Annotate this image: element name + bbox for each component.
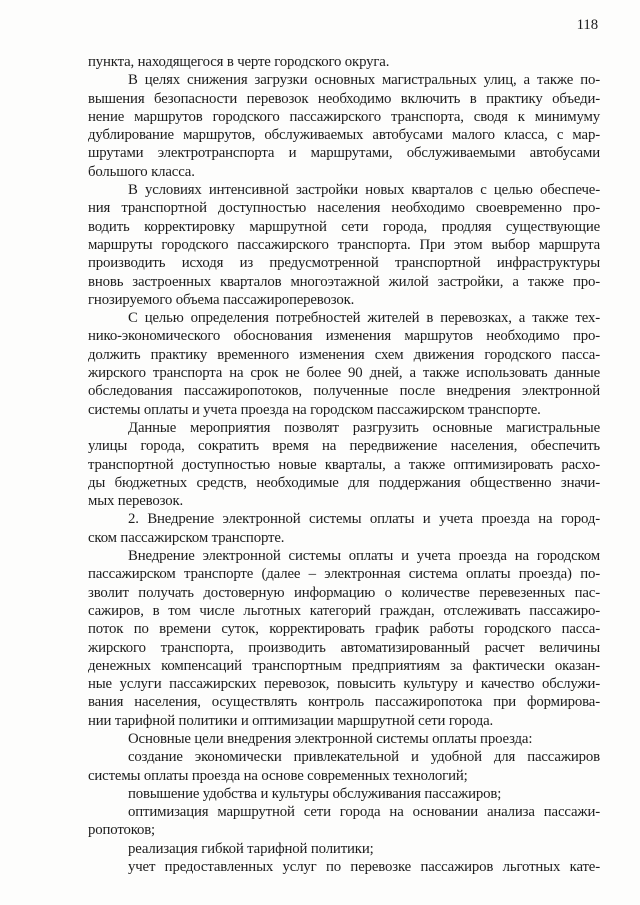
text-line: сажиров, в том числе льготных категорий граждан, отслеживать пассажиро- <box>88 602 600 619</box>
text-line: вания населения, осуществлять контроль пассажиропотока при формирова- <box>88 694 600 711</box>
text-line: пассажирском транспорте (далее – электронная система оплаты проезда) по- <box>88 566 600 583</box>
text-line: С целью определения потребностей жителей в перевозках, а также тех- <box>128 310 600 327</box>
text-line: маршруты городского пассажирского транспорта. При этом выбор маршрута <box>88 236 600 253</box>
text-line: ропотоков; <box>88 822 156 839</box>
text-line: должить практику временного изменения схем движения городского пасса- <box>88 346 600 363</box>
text-line: мых перевозок. <box>88 493 184 510</box>
text-line: обследования пассажиропотоков, полученные после внедрения электронной <box>88 383 600 400</box>
text-line: денежных компенсаций транспортным предприятиям за фактически оказан- <box>88 657 600 674</box>
text-line: производить исходя из предусмотренной транспортной инфраструктуры <box>88 255 600 272</box>
paragraph <box>88 181 600 309</box>
document-body <box>88 53 600 876</box>
text-line: шрутами электротранспорта и маршрутами, обслуживаемыми автобусами <box>88 145 600 162</box>
text-line: системы оплаты и учета проезда на городском пассажирском транспорте. <box>88 401 541 418</box>
text-line: ском пассажирском транспорте. <box>88 529 285 546</box>
list-item <box>88 748 600 785</box>
text-line: вышения безопасности перевозок необходимо включить в практику объеди- <box>88 90 600 107</box>
section-heading <box>88 510 600 547</box>
text-line: оптимизация маршрутной сети города на основании анализа пассажи- <box>128 804 600 821</box>
text-line: дублирование маршрутов, обслуживаемых автобусами малого класса, с мар- <box>88 127 600 144</box>
paragraph-continuation <box>88 53 600 71</box>
paragraph <box>88 71 600 181</box>
text-line: Основные цели внедрения электронной системы оплаты проезда: <box>128 730 533 747</box>
text-line: поток по времени суток, корректировать график работы городского пасса- <box>88 621 600 638</box>
text-line: жирского транспорта, производить автоматизированный расчет величины <box>88 639 600 656</box>
list-item <box>88 840 600 858</box>
text-line: жирского транспорта на срок не более 90 дней, а также использовать данные <box>88 365 600 382</box>
text-line: нение маршрутов городского пассажирского транспорта, сводя к минимуму <box>88 108 600 125</box>
page-number: 118 <box>576 17 598 33</box>
text-line: Данные мероприятия позволят разгрузить основные магистральные <box>128 419 600 436</box>
text-line: водить корректировку маршрутной сети города, продляя существующие <box>88 218 600 235</box>
text-line: учет предоставленных услуг по перевозке пассажиров льготных кате- <box>128 859 600 876</box>
text-line: пункта, находящегося в черте городского округа. <box>88 54 390 70</box>
text-line: нико-экономического обоснования изменения маршрутов необходимо про- <box>88 328 600 345</box>
text-line: нии тарифной политики и оптимизации маршрутной сети города. <box>88 712 494 729</box>
text-line: создание экономически привлекательной и удобной для пассажиров <box>128 749 600 766</box>
text-line: зволит получать достоверную информацию о количестве перевезенных пас- <box>88 584 600 601</box>
text-line: Внедрение электронной системы оплаты и учета проезда на городском <box>128 548 600 565</box>
text-line: улицы города, сократить время на передвижение населения, обеспечить <box>88 438 600 455</box>
text-line: вновь застроенных кварталов многоэтажной жилой застройки, а также про- <box>88 273 600 290</box>
text-line: реализация гибкой тарифной политики; <box>128 840 374 857</box>
text-line: 2. Внедрение электронной системы оплаты и учета проезда на город- <box>128 511 600 528</box>
text-line: В целях снижения загрузки основных магистральных улиц, а также по- <box>128 72 600 89</box>
text-line: ния транспортной доступностью населения необходимо своевременно про- <box>88 200 600 217</box>
list-item <box>88 785 600 803</box>
text-line: В условиях интенсивной застройки новых кварталов с целью обеспече- <box>128 182 600 199</box>
text-line: гнозируемого объема пассажироперевозок. <box>88 291 355 308</box>
text-line: ные услуги пассажирских перевозок, повысить культуру и качество обслужи- <box>88 676 600 693</box>
list-item <box>88 858 600 876</box>
text-line: системы оплаты проезда на основе современных технологий; <box>88 767 468 784</box>
list-intro <box>88 730 600 748</box>
text-line: повышение удобства и культуры обслуживания пассажиров; <box>128 785 502 802</box>
list-item <box>88 803 600 840</box>
text-line: транспортной доступностью новые кварталы, а также оптимизировать расхо- <box>88 456 600 473</box>
paragraph <box>88 309 600 419</box>
paragraph <box>88 419 600 510</box>
text-line: ды бюджетных средств, необходимые для поддержания общественно значи- <box>88 474 600 491</box>
paragraph <box>88 547 600 730</box>
text-line: большого класса. <box>88 163 195 180</box>
